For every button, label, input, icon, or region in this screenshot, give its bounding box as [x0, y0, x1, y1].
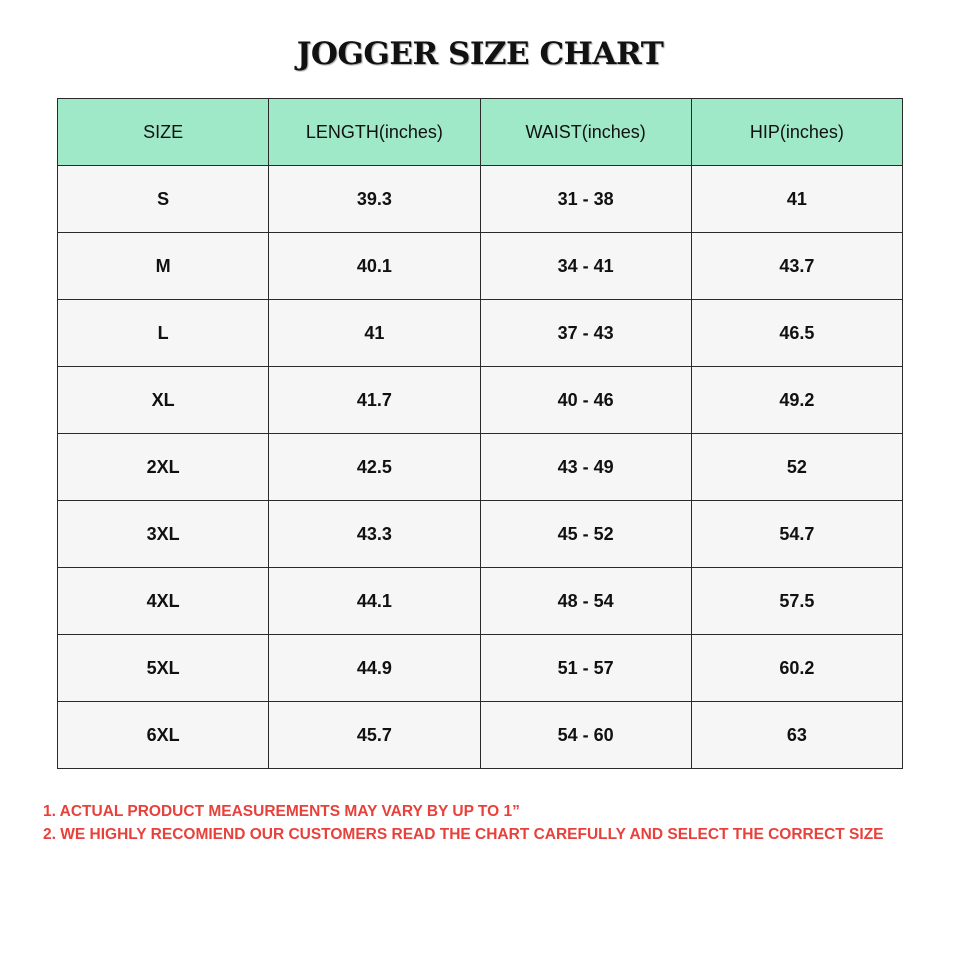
cell-length: 44.1: [269, 568, 480, 635]
table-row: [58, 501, 903, 568]
cell-size: L: [58, 300, 269, 367]
table-row: [58, 702, 903, 769]
table-row: [58, 300, 903, 367]
header-waist: WAIST(inches): [480, 99, 691, 166]
cell-hip: 46.5: [691, 300, 902, 367]
table-row: [58, 367, 903, 434]
cell-size: M: [58, 233, 269, 300]
cell-waist: 48 - 54: [480, 568, 691, 635]
cell-waist: 34 - 41: [480, 233, 691, 300]
cell-waist: 31 - 38: [480, 166, 691, 233]
cell-hip: 63: [691, 702, 902, 769]
table-row: [58, 434, 903, 501]
table-header: [58, 99, 903, 166]
header-size: SIZE: [58, 99, 269, 166]
cell-waist: 51 - 57: [480, 635, 691, 702]
note-size-recommendation: 2. WE HIGHLY RECOMIEND OUR CUSTOMERS READ THE CHART CAREFULLY AND SELECT THE CORRECT SIZE: [43, 826, 884, 843]
cell-length: 44.9: [269, 635, 480, 702]
cell-hip: 60.2: [691, 635, 902, 702]
cell-hip: 41: [691, 166, 902, 233]
cell-size: 4XL: [58, 568, 269, 635]
page-title: JOGGER SIZE CHART: [296, 36, 664, 72]
cell-length: 41: [269, 300, 480, 367]
table-row: [58, 568, 903, 635]
note-measurement-variance: 1. ACTUAL PRODUCT MEASUREMENTS MAY VARY BY UP TO 1”: [43, 803, 520, 820]
table-row: [58, 635, 903, 702]
cell-size: XL: [58, 367, 269, 434]
table-body: [58, 166, 903, 769]
cell-hip: 43.7: [691, 233, 902, 300]
cell-waist: 37 - 43: [480, 300, 691, 367]
cell-size: 3XL: [58, 501, 269, 568]
table-row: [58, 166, 903, 233]
cell-size: 5XL: [58, 635, 269, 702]
cell-waist: 45 - 52: [480, 501, 691, 568]
cell-hip: 54.7: [691, 501, 902, 568]
notes: [43, 800, 943, 846]
cell-waist: 40 - 46: [480, 367, 691, 434]
cell-hip: 57.5: [691, 568, 902, 635]
cell-length: 43.3: [269, 501, 480, 568]
cell-length: 41.7: [269, 367, 480, 434]
cell-length: 42.5: [269, 434, 480, 501]
header-row: [58, 99, 903, 166]
cell-hip: 52: [691, 434, 902, 501]
cell-waist: 43 - 49: [480, 434, 691, 501]
cell-length: 39.3: [269, 166, 480, 233]
cell-hip: 49.2: [691, 367, 902, 434]
cell-size: S: [58, 166, 269, 233]
cell-size: 2XL: [58, 434, 269, 501]
cell-size: 6XL: [58, 702, 269, 769]
header-length: LENGTH(inches): [269, 99, 480, 166]
cell-waist: 54 - 60: [480, 702, 691, 769]
cell-length: 45.7: [269, 702, 480, 769]
cell-length: 40.1: [269, 233, 480, 300]
size-chart-table: [57, 98, 903, 769]
table-row: [58, 233, 903, 300]
header-hip: HIP(inches): [691, 99, 902, 166]
